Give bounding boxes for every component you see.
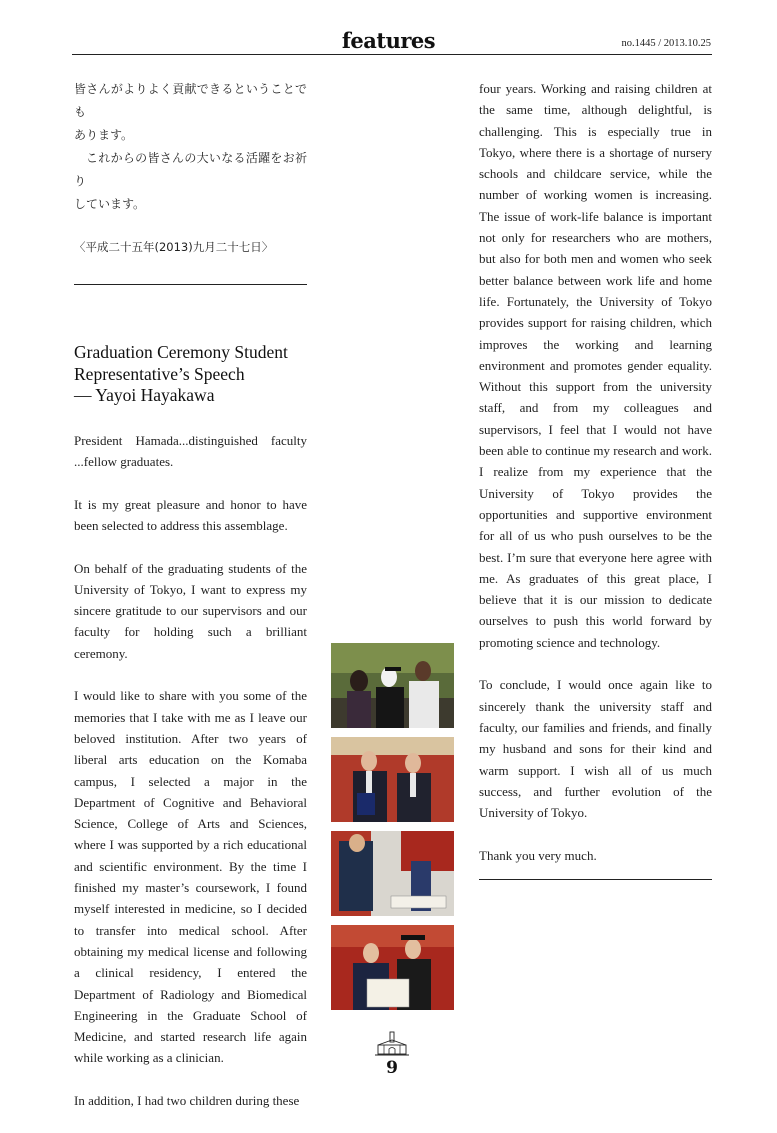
body-paragraph: In addition, I had two children during these (74, 1093, 300, 1108)
jp-text-line: しています。 (74, 197, 146, 211)
body-paragraph: Thank you very much. (479, 847, 597, 863)
closing-divider (479, 879, 712, 880)
body-paragraph: I would like to share with you some of the memories that I take with me as I leave our beloved institution. After two years of liberal arts education on the Komaba campus, I selected a major in the Department of Cognitive and Behavioral Science, College of Arts and Sciences, where I was supported by a rich educational and scientific environment. By the time I finished my master’s coursework, I found myself interested in medicine, so I decided to transfer into medical school. After obtaining my medical license and following a clinical residency, I entered the Department of Radiology and Biomedical Engineering in the Graduate School of Medicine, and started research life again while working as a clinician. (74, 688, 307, 1066)
graduates-diploma-photo (331, 925, 454, 1010)
jp-text-line: あります。 (74, 128, 134, 142)
body-paragraph: President Hamada...distinguished faculty ...fellow graduates. (74, 432, 307, 470)
yasuda-auditorium-icon (374, 1031, 410, 1057)
speech-title-line: Graduation Ceremony Student (74, 342, 288, 363)
speech-author: — Yayoi Hayakawa (74, 385, 215, 406)
left-column (74, 78, 307, 1133)
jp-text-line: これからの皆さんの大いなる活躍をお祈り (74, 151, 307, 188)
two-graduates-photo (331, 737, 454, 822)
body-paragraph: four years. Working and raising children at the same time, although delightful, is challenging. This is especially true in Tokyo, where there is a shortage of nursery schools and childcare service, while the number of working women is increasing. The issue of work-life balance is important not only for researchers who are mothers, but also for both men and women who seek better balance between work life and home life. Fortunately, the University of Tokyo provides support for raising children, which improves the working and learning environment and promotes gender equality. Without this support from the university staff, and from my colleagues and supervisors, I feel that I would not have been able to continue my research and work. I realize from my experience that the University of Tokyo provides the opportunities and supportive environment for all of us who push ourselves to be the best. I’m sure that everyone here agree with me. As graduates of this great place, I believe that it is our mission to dedicate ourselves to push this world forward by promoting science and technology. (479, 81, 712, 650)
graduate-gown-photo (331, 831, 454, 916)
photo-strip (331, 643, 454, 1019)
body-paragraph: It is my great pleasure and honor to have been selected to address this assemblage. (74, 496, 307, 533)
section-title: features (341, 28, 436, 53)
body-paragraph: On behalf of the graduating students of the University of Tokyo, I want to express my sincere gratitude to our supervisors and our faculty for holding such a brilliant ceremony. (74, 560, 307, 661)
jp-date: 〈平成二十五年(2013)九月二十七日〉 (74, 240, 274, 254)
issue-number: no.1445 / 2013.10.25 (621, 38, 711, 49)
section-divider (74, 284, 307, 285)
speech-title (74, 342, 307, 407)
speech-title-line: Representative’s Speech (74, 363, 245, 384)
right-column (479, 78, 712, 880)
graduates-group-photo (331, 643, 454, 728)
page-number: 9 (386, 1058, 398, 1078)
jp-text-line: 皆さんがよりよく貢献できるということでも (74, 82, 307, 119)
body-paragraph: To conclude, I would once again like to sincerely thank the university staff and faculty, our families and friends, and finally my husband and sons for their kind and warm support. I wish all of us much success, and further evolution of the University of Tokyo. (479, 677, 712, 821)
header-divider (72, 54, 712, 55)
